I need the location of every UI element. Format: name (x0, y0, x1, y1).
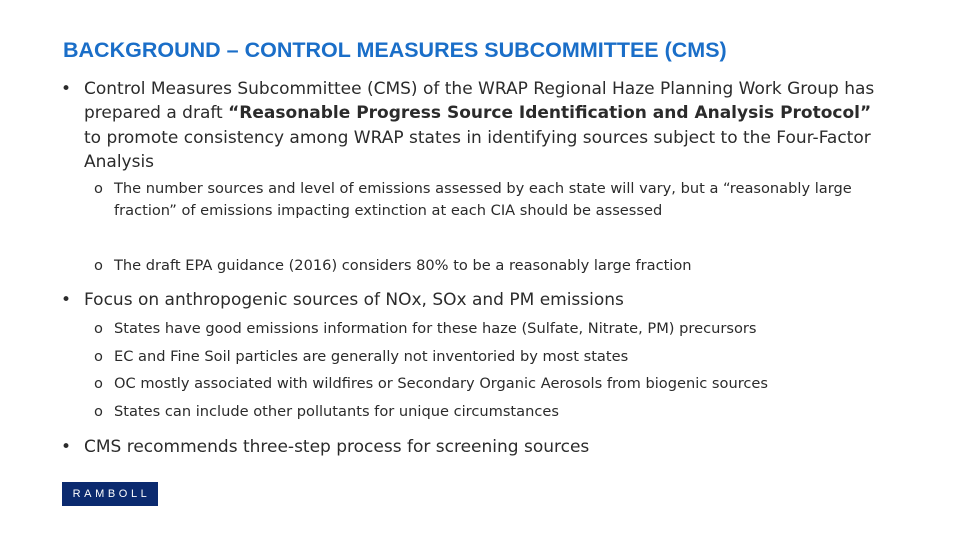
sub-bullet-emissions-fraction (94, 178, 894, 221)
sub-bullet-text: OC mostly associated with wildfires or Secondary Organic Aerosols from biogenic sources (114, 375, 768, 392)
bullet-text: CMS recommends three-step process for screening sources (84, 437, 590, 457)
sub-bullet-text: The draft EPA guidance (2016) considers 80% to be a reasonably large fraction (114, 257, 692, 274)
sub-bullet-text: EC and Fine Soil particles are generally not inventoried by most states (114, 348, 629, 365)
sub-bullet-marker: o (94, 257, 103, 274)
sub-bullet-ec-fine-soil (94, 346, 894, 368)
ramboll-logo: RAMBOLL (62, 482, 158, 506)
sub-bullet-marker: o (94, 403, 103, 420)
sub-bullet-marker: o (94, 375, 103, 392)
sub-bullet-oc-wildfires (94, 373, 894, 395)
sub-bullet-marker: o (94, 180, 103, 197)
bullet-anthropogenic-focus (61, 288, 891, 312)
sub-bullet-epa-guidance (94, 255, 894, 277)
bullet-three-step-process (61, 435, 891, 459)
bullet-text: Control Measures Subcommittee (CMS) of the WRAP Regional Haze Planning Work Group has prepared a draft “Reasonable Progress Source Identification and Analysis Protocol” to promote consistency among WRAP states in identifying sources subject to the Four-Factor Analysis (84, 79, 875, 172)
sub-bullet-text: States can include other pollutants for unique circumstances (114, 403, 559, 420)
sub-bullet-emissions-info (94, 318, 894, 340)
slide-title: BACKGROUND – CONTROL MEASURES SUBCOMMITTEE (CMS) (63, 38, 727, 62)
bullet-marker: • (61, 79, 72, 99)
sub-bullet-other-pollutants (94, 401, 894, 423)
bullet-cms-protocol (61, 77, 891, 174)
sub-bullet-marker: o (94, 348, 103, 365)
sub-bullet-text: The number sources and level of emissions assessed by each state will vary, but a “reasonably large fraction” of emissions impacting extinction at each CIA should be assessed (114, 180, 852, 219)
sub-bullet-text: States have good emissions information for these haze (Sulfate, Nitrate, PM) precursors (114, 320, 757, 337)
bullet-marker: • (61, 290, 72, 310)
bullet-text: Focus on anthropogenic sources of NOx, SOx and PM emissions (84, 290, 624, 310)
bullet-marker: • (61, 437, 72, 457)
protocol-name: “Reasonable Progress Source Identification and Analysis Protocol” (228, 103, 872, 124)
sub-bullet-marker: o (94, 320, 103, 337)
